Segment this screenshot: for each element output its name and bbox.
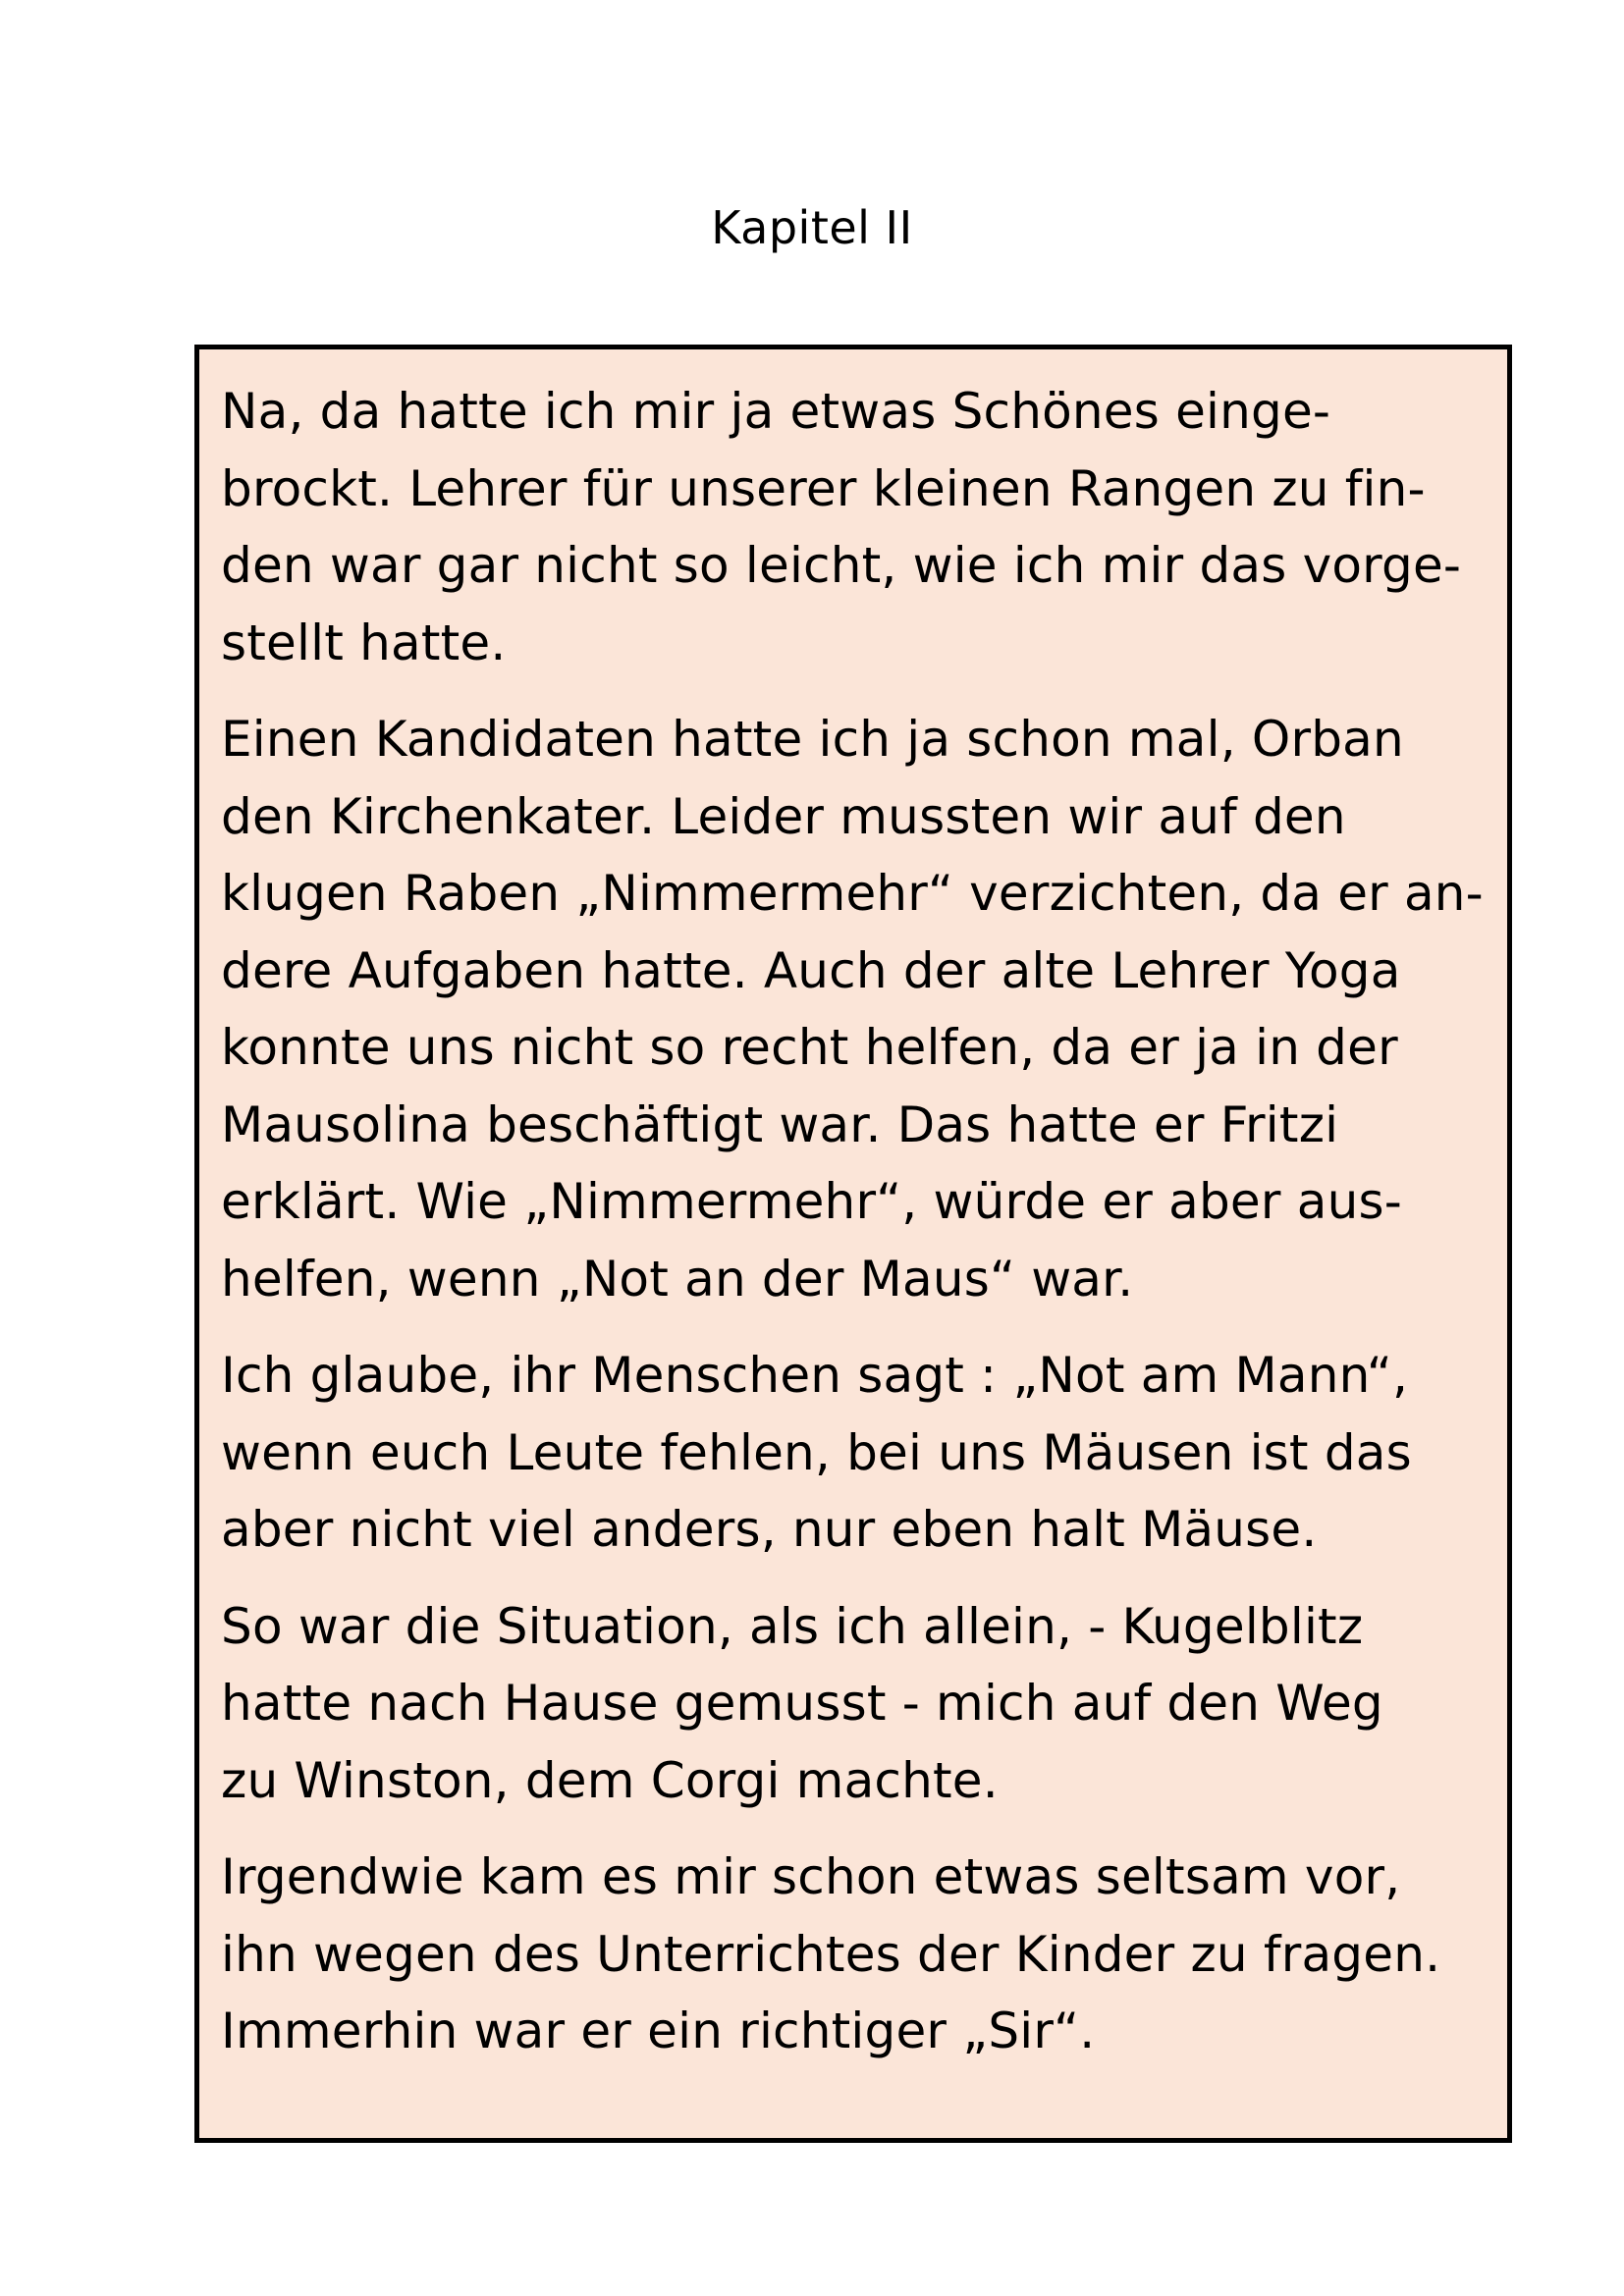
- text-line: erklärt. Wie „Nimmermehr“, würde er aber aus-: [221, 1173, 1402, 1230]
- text-line: ihn wegen des Unterrichtes der Kinder zu fragen.: [221, 1925, 1441, 1983]
- text-line: den Kirchenkater. Leider mussten wir auf den: [221, 787, 1346, 845]
- story-text-box: [194, 345, 1512, 2143]
- paragraph-1: [221, 373, 1484, 681]
- text-line: brockt. Lehrer für unserer kleinen Rangen zu fin-: [221, 459, 1426, 517]
- text-line: stellt hatte.: [221, 614, 507, 671]
- text-line: hatte nach Hause gemusst - mich auf den Weg: [221, 1675, 1383, 1732]
- text-line: helfen, wenn „Not an der Maus“ war.: [221, 1250, 1134, 1308]
- text-line: den war gar nicht so leicht, wie ich mir das vorge-: [221, 537, 1462, 594]
- text-line: Ich glaube, ihr Menschen sagt : „Not am Mann“,: [221, 1347, 1409, 1404]
- text-line: So war die Situation, als ich allein, - Kugelblitz: [221, 1597, 1364, 1655]
- text-line: aber nicht viel anders, nur eben halt Mäuse.: [221, 1501, 1318, 1558]
- paragraph-5: [221, 1839, 1484, 2070]
- text-line: Mausolina beschäftigt war. Das hatte er Fritzi: [221, 1095, 1339, 1153]
- text-line: wenn euch Leute fehlen, bei uns Mäusen ist das: [221, 1423, 1412, 1481]
- text-line: Immerhin war er ein richtiger „Sir“.: [221, 2002, 1096, 2059]
- text-line: klugen Raben „Nimmermehr“ verzichten, da er an-: [221, 865, 1484, 922]
- text-line: dere Aufgaben hatte. Auch der alte Lehrer Yoga: [221, 941, 1401, 999]
- text-line: zu Winston, dem Corgi machte.: [221, 1751, 999, 1809]
- paragraph-3: [221, 1337, 1484, 1569]
- paragraph-2: [221, 701, 1484, 1317]
- text-line: Irgendwie kam es mir schon etwas seltsam vor,: [221, 1848, 1401, 1905]
- chapter-title: Kapitel II: [711, 201, 913, 254]
- text-line: Na, da hatte ich mir ja etwas Schönes einge-: [221, 383, 1331, 440]
- text-line: Einen Kandidaten hatte ich ja schon mal, Orban: [221, 711, 1404, 768]
- paragraph-4: [221, 1588, 1484, 1820]
- text-line: konnte uns nicht so recht helfen, da er ja in der: [221, 1019, 1398, 1076]
